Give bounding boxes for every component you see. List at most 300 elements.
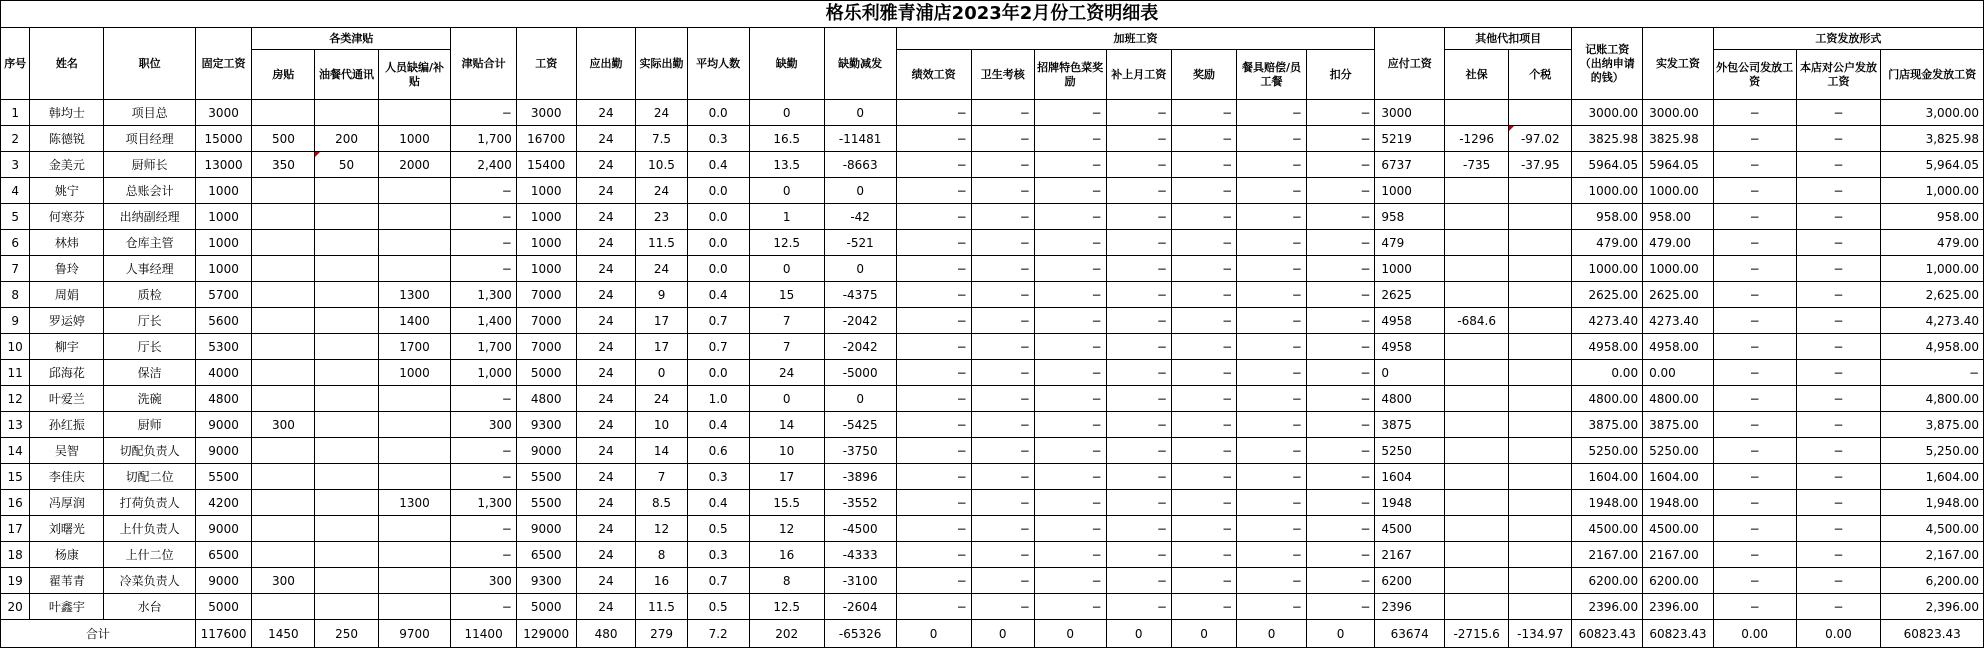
cell-due: 24 <box>576 438 636 464</box>
cell-payable: 4800 <box>1375 386 1445 412</box>
cell-bonus: − <box>1171 282 1236 308</box>
cell-fixed: 3000 <box>195 100 252 126</box>
cell-social <box>1445 516 1509 542</box>
cell-outsource: − <box>1713 100 1796 126</box>
cell-name: 韩均士 <box>30 100 104 126</box>
cell-bonus: − <box>1171 412 1236 438</box>
cell-social <box>1445 412 1509 438</box>
cell-absent-deduct: -5000 <box>824 360 896 386</box>
cell-tableware: − <box>1237 230 1307 256</box>
total-salary: 129000 <box>516 620 576 648</box>
cell-actual-pay: 4273.40 <box>1643 308 1714 334</box>
cell-allowance-total: − <box>451 386 516 412</box>
cell-name: 邱海花 <box>30 360 104 386</box>
cell-outsource: − <box>1713 360 1796 386</box>
cell-absent: 15.5 <box>749 490 824 516</box>
cell-actual-pay: 3825.98 <box>1643 126 1714 152</box>
cell-due: 24 <box>576 360 636 386</box>
cell-cash: 4,273.40 <box>1881 308 1984 334</box>
cell-deduct-points: − <box>1306 334 1375 360</box>
cell-due: 24 <box>576 464 636 490</box>
cell-bonus: − <box>1171 542 1236 568</box>
cell-avg: 0.7 <box>687 308 749 334</box>
cell-tax <box>1509 256 1572 282</box>
cell-fixed: 9000 <box>195 516 252 542</box>
table-row <box>1 490 1984 516</box>
cell-tax: -37.95 <box>1509 152 1572 178</box>
cell-cash: 2,167.00 <box>1881 542 1984 568</box>
cell-allowance-total: 300 <box>451 412 516 438</box>
total-absent: 202 <box>749 620 824 648</box>
cell-due: 24 <box>576 594 636 620</box>
cell-social <box>1445 256 1509 282</box>
cell-hygiene: − <box>971 412 1034 438</box>
cell-absent: 0 <box>749 178 824 204</box>
cell-signature-dish: − <box>1034 594 1106 620</box>
cell-position: 厨师长 <box>104 152 195 178</box>
cell-allowance-total: 1,700 <box>451 334 516 360</box>
cell-actual: 24 <box>636 100 687 126</box>
cell-corporate: − <box>1796 282 1881 308</box>
cell-meal <box>315 282 378 308</box>
cell-meal <box>315 464 378 490</box>
cell-staff <box>378 204 451 230</box>
table-row <box>1 438 1984 464</box>
total-outsource: 0.00 <box>1713 620 1796 648</box>
cell-housing: 300 <box>252 568 315 594</box>
cell-actual-pay: 5250.00 <box>1643 438 1714 464</box>
cell-cash: 3,825.98 <box>1881 126 1984 152</box>
cell-allowance-total: 1,300 <box>451 282 516 308</box>
cell-salary: 3000 <box>516 100 576 126</box>
cell-hygiene: − <box>971 516 1034 542</box>
cell-absent: 17 <box>749 464 824 490</box>
cell-signature-dish: − <box>1034 308 1106 334</box>
cell-name: 刘曙光 <box>30 516 104 542</box>
cell-prev-month: − <box>1106 360 1171 386</box>
cell-deduct-points: − <box>1306 542 1375 568</box>
cell-payable: 2625 <box>1375 282 1445 308</box>
cell-hygiene: − <box>971 152 1034 178</box>
cell-hygiene: − <box>971 178 1034 204</box>
cell-absent: 16.5 <box>749 126 824 152</box>
cell-cash: 4,800.00 <box>1881 386 1984 412</box>
cell-meal <box>315 594 378 620</box>
cell-staff <box>378 568 451 594</box>
cell-seq: 5 <box>1 204 30 230</box>
cell-bonus: − <box>1171 464 1236 490</box>
cell-perf: − <box>896 256 971 282</box>
cell-prev-month: − <box>1106 308 1171 334</box>
cell-hygiene: − <box>971 438 1034 464</box>
cell-deduct-points: − <box>1306 100 1375 126</box>
header-salary: 工资 <box>516 28 576 100</box>
cell-staff: 1000 <box>378 360 451 386</box>
cell-deduct-points: − <box>1306 256 1375 282</box>
cell-position: 项目总 <box>104 100 195 126</box>
cell-perf: − <box>896 126 971 152</box>
cell-salary: 9300 <box>516 568 576 594</box>
cell-meal <box>315 438 378 464</box>
cell-social: -735 <box>1445 152 1509 178</box>
table-row <box>1 334 1984 360</box>
cell-housing: 500 <box>252 126 315 152</box>
cell-outsource: − <box>1713 542 1796 568</box>
cell-meal <box>315 386 378 412</box>
cell-housing <box>252 594 315 620</box>
header-meal-comm: 油餐代通讯 <box>315 50 378 100</box>
cell-avg: 0.4 <box>687 282 749 308</box>
cell-actual-pay: 1604.00 <box>1643 464 1714 490</box>
cell-tableware: − <box>1237 256 1307 282</box>
cell-booked: 2625.00 <box>1572 282 1643 308</box>
cell-fixed: 5300 <box>195 334 252 360</box>
cell-outsource: − <box>1713 282 1796 308</box>
cell-prev-month: − <box>1106 256 1171 282</box>
cell-due: 24 <box>576 412 636 438</box>
cell-absent: 7 <box>749 334 824 360</box>
cell-perf: − <box>896 568 971 594</box>
cell-outsource: − <box>1713 464 1796 490</box>
cell-salary: 16700 <box>516 126 576 152</box>
cell-corporate: − <box>1796 386 1881 412</box>
cell-absent-deduct: -4375 <box>824 282 896 308</box>
cell-bonus: − <box>1171 360 1236 386</box>
cell-actual: 8 <box>636 542 687 568</box>
header-fixed-salary: 固定工资 <box>195 28 252 100</box>
cell-deduct-points: − <box>1306 386 1375 412</box>
header-due-attendance: 应出勤 <box>576 28 636 100</box>
cell-perf: − <box>896 360 971 386</box>
cell-position: 切配二位 <box>104 464 195 490</box>
cell-due: 24 <box>576 126 636 152</box>
cell-outsource: − <box>1713 178 1796 204</box>
cell-deduct-points: − <box>1306 360 1375 386</box>
cell-seq: 11 <box>1 360 30 386</box>
cell-social <box>1445 594 1509 620</box>
cell-tableware: − <box>1237 100 1307 126</box>
cell-salary: 5500 <box>516 490 576 516</box>
total-actual-pay: 60823.43 <box>1643 620 1714 648</box>
cell-actual: 16 <box>636 568 687 594</box>
table-row <box>1 126 1984 152</box>
cell-tax <box>1509 516 1572 542</box>
cell-avg: 0.0 <box>687 360 749 386</box>
cell-signature-dish: − <box>1034 490 1106 516</box>
total-perf: 0 <box>896 620 971 648</box>
cell-tax <box>1509 438 1572 464</box>
cell-perf: − <box>896 464 971 490</box>
cell-signature-dish: − <box>1034 516 1106 542</box>
total-absent-deduct: -65326 <box>824 620 896 648</box>
cell-meal <box>315 360 378 386</box>
cell-bonus: − <box>1171 256 1236 282</box>
cell-deduct-points: − <box>1306 308 1375 334</box>
cell-position: 保洁 <box>104 360 195 386</box>
cell-fixed: 5700 <box>195 282 252 308</box>
cell-corporate: − <box>1796 230 1881 256</box>
cell-signature-dish: − <box>1034 438 1106 464</box>
cell-signature-dish: − <box>1034 542 1106 568</box>
cell-payable: 0 <box>1375 360 1445 386</box>
cell-outsource: − <box>1713 256 1796 282</box>
cell-absent: 12.5 <box>749 594 824 620</box>
header-outsource: 外包公司发放工资 <box>1713 50 1796 100</box>
cell-social <box>1445 386 1509 412</box>
cell-due: 24 <box>576 490 636 516</box>
cell-payable: 5219 <box>1375 126 1445 152</box>
cell-avg: 0.0 <box>687 178 749 204</box>
cell-payable: 2167 <box>1375 542 1445 568</box>
cell-seq: 13 <box>1 412 30 438</box>
cell-absent: 14 <box>749 412 824 438</box>
cell-tableware: − <box>1237 412 1307 438</box>
cell-name: 杨康 <box>30 542 104 568</box>
cell-booked: 3875.00 <box>1572 412 1643 438</box>
cell-payable: 5250 <box>1375 438 1445 464</box>
cell-corporate: − <box>1796 178 1881 204</box>
header-avg-count: 平均人数 <box>687 28 749 100</box>
cell-due: 24 <box>576 542 636 568</box>
header-withhold-group: 其他代扣项目 <box>1445 28 1572 50</box>
cell-outsource: − <box>1713 568 1796 594</box>
cell-prev-month: − <box>1106 282 1171 308</box>
cell-seq: 6 <box>1 230 30 256</box>
cell-payable: 958 <box>1375 204 1445 230</box>
cell-seq: 3 <box>1 152 30 178</box>
cell-social <box>1445 464 1509 490</box>
cell-actual-pay: 3875.00 <box>1643 412 1714 438</box>
cell-fixed: 9000 <box>195 438 252 464</box>
total-actual: 279 <box>636 620 687 648</box>
cell-salary: 7000 <box>516 334 576 360</box>
cell-tableware: − <box>1237 334 1307 360</box>
cell-name: 叶鑫宇 <box>30 594 104 620</box>
cell-absent-deduct: -521 <box>824 230 896 256</box>
header-row-1 <box>1 28 1984 50</box>
cell-prev-month: − <box>1106 100 1171 126</box>
cell-tableware: − <box>1237 126 1307 152</box>
cell-bonus: − <box>1171 334 1236 360</box>
cell-actual-pay: 5964.05 <box>1643 152 1714 178</box>
cell-fixed: 6500 <box>195 542 252 568</box>
cell-actual: 17 <box>636 308 687 334</box>
cell-housing <box>252 282 315 308</box>
cell-prev-month: − <box>1106 516 1171 542</box>
cell-absent-deduct: 0 <box>824 386 896 412</box>
cell-fixed: 13000 <box>195 152 252 178</box>
cell-meal <box>315 256 378 282</box>
cell-name: 孙红振 <box>30 412 104 438</box>
cell-meal <box>315 412 378 438</box>
cell-seq: 14 <box>1 438 30 464</box>
cell-staff: 1300 <box>378 490 451 516</box>
cell-allowance-total: 1,700 <box>451 126 516 152</box>
cell-name: 吴智 <box>30 438 104 464</box>
cell-tax <box>1509 386 1572 412</box>
cell-booked: 4500.00 <box>1572 516 1643 542</box>
cell-due: 24 <box>576 308 636 334</box>
cell-booked: 5964.05 <box>1572 152 1643 178</box>
cell-absent-deduct: 0 <box>824 256 896 282</box>
cell-avg: 0.6 <box>687 438 749 464</box>
cell-allowance-total: − <box>451 100 516 126</box>
cell-housing <box>252 386 315 412</box>
cell-actual: 8.5 <box>636 490 687 516</box>
cell-perf: − <box>896 490 971 516</box>
cell-deduct-points: − <box>1306 178 1375 204</box>
cell-prev-month: − <box>1106 178 1171 204</box>
cell-avg: 0.5 <box>687 594 749 620</box>
cell-signature-dish: − <box>1034 126 1106 152</box>
cell-cash: 5,964.05 <box>1881 152 1984 178</box>
cell-perf: − <box>896 334 971 360</box>
cell-cash: 4,958.00 <box>1881 334 1984 360</box>
cell-avg: 0.0 <box>687 256 749 282</box>
cell-meal <box>315 516 378 542</box>
cell-fixed: 15000 <box>195 126 252 152</box>
cell-avg: 0.5 <box>687 516 749 542</box>
cell-tableware: − <box>1237 438 1307 464</box>
cell-tableware: − <box>1237 360 1307 386</box>
cell-staff <box>378 230 451 256</box>
cell-perf: − <box>896 516 971 542</box>
cell-housing <box>252 178 315 204</box>
cell-actual-pay: 1000.00 <box>1643 256 1714 282</box>
cell-tax <box>1509 594 1572 620</box>
cell-perf: − <box>896 230 971 256</box>
cell-avg: 0.3 <box>687 464 749 490</box>
cell-booked: 6200.00 <box>1572 568 1643 594</box>
cell-actual-pay: 2625.00 <box>1643 282 1714 308</box>
cell-signature-dish: − <box>1034 230 1106 256</box>
cell-actual: 23 <box>636 204 687 230</box>
cell-position: 上什二位 <box>104 542 195 568</box>
cell-hygiene: − <box>971 464 1034 490</box>
cell-allowance-total: − <box>451 516 516 542</box>
cell-salary: 9000 <box>516 516 576 542</box>
cell-staff: 2000 <box>378 152 451 178</box>
cell-absent: 16 <box>749 542 824 568</box>
cell-salary: 7000 <box>516 308 576 334</box>
cell-position: 厅长 <box>104 334 195 360</box>
total-allowance: 11400 <box>451 620 516 648</box>
cell-perf: − <box>896 178 971 204</box>
total-avg: 7.2 <box>687 620 749 648</box>
cell-actual-pay: 3000.00 <box>1643 100 1714 126</box>
cell-corporate: − <box>1796 256 1881 282</box>
cell-corporate: − <box>1796 152 1881 178</box>
table-row <box>1 464 1984 490</box>
cell-due: 24 <box>576 152 636 178</box>
header-prev-month: 补上月工资 <box>1106 50 1171 100</box>
cell-fixed: 1000 <box>195 204 252 230</box>
cell-position: 打荷负责人 <box>104 490 195 516</box>
cell-salary: 6500 <box>516 542 576 568</box>
cell-outsource: − <box>1713 334 1796 360</box>
cell-actual-pay: 1948.00 <box>1643 490 1714 516</box>
cell-name: 柳宇 <box>30 334 104 360</box>
cell-tax <box>1509 308 1572 334</box>
cell-social <box>1445 360 1509 386</box>
cell-payable: 1000 <box>1375 178 1445 204</box>
cell-corporate: − <box>1796 594 1881 620</box>
cell-seq: 20 <box>1 594 30 620</box>
cell-allowance-total: − <box>451 542 516 568</box>
cell-bonus: − <box>1171 126 1236 152</box>
cell-absent: 15 <box>749 282 824 308</box>
header-hygiene: 卫生考核 <box>971 50 1034 100</box>
cell-prev-month: − <box>1106 386 1171 412</box>
title-row <box>1 1 1984 28</box>
cell-tax <box>1509 178 1572 204</box>
cell-perf: − <box>896 386 971 412</box>
cell-booked: 1604.00 <box>1572 464 1643 490</box>
cell-prev-month: − <box>1106 412 1171 438</box>
cell-signature-dish: − <box>1034 152 1106 178</box>
cell-hygiene: − <box>971 360 1034 386</box>
cell-signature-dish: − <box>1034 204 1106 230</box>
cell-meal <box>315 100 378 126</box>
cell-cash: 958.00 <box>1881 204 1984 230</box>
cell-signature-dish: − <box>1034 464 1106 490</box>
header-tax: 个税 <box>1509 50 1572 100</box>
cell-allowance-total: − <box>451 256 516 282</box>
cell-payable: 479 <box>1375 230 1445 256</box>
cell-cash: 2,396.00 <box>1881 594 1984 620</box>
cell-tableware: − <box>1237 464 1307 490</box>
header-position: 职位 <box>104 28 195 100</box>
table-row <box>1 542 1984 568</box>
cell-payable: 1948 <box>1375 490 1445 516</box>
header-perf: 绩效工资 <box>896 50 971 100</box>
cell-due: 24 <box>576 204 636 230</box>
header-corporate: 本店对公户发放工资 <box>1796 50 1881 100</box>
cell-hygiene: − <box>971 126 1034 152</box>
cell-cash: 5,250.00 <box>1881 438 1984 464</box>
cell-seq: 1 <box>1 100 30 126</box>
cell-absent: 8 <box>749 568 824 594</box>
cell-prev-month: − <box>1106 438 1171 464</box>
table-row <box>1 230 1984 256</box>
cell-outsource: − <box>1713 412 1796 438</box>
cell-staff <box>378 412 451 438</box>
cell-absent-deduct: -5425 <box>824 412 896 438</box>
cell-salary: 15400 <box>516 152 576 178</box>
cell-tax <box>1509 230 1572 256</box>
cell-allowance-total: − <box>451 594 516 620</box>
cell-position: 切配负责人 <box>104 438 195 464</box>
table-row <box>1 204 1984 230</box>
cell-signature-dish: − <box>1034 360 1106 386</box>
cell-actual-pay: 2396.00 <box>1643 594 1714 620</box>
cell-perf: − <box>896 308 971 334</box>
table-row <box>1 282 1984 308</box>
cell-housing <box>252 230 315 256</box>
cell-perf: − <box>896 542 971 568</box>
cell-prev-month: − <box>1106 594 1171 620</box>
cell-housing <box>252 256 315 282</box>
cell-outsource: − <box>1713 490 1796 516</box>
cell-bonus: − <box>1171 594 1236 620</box>
cell-meal <box>315 334 378 360</box>
cell-housing <box>252 516 315 542</box>
cell-absent-deduct: -42 <box>824 204 896 230</box>
cell-staff <box>378 386 451 412</box>
cell-social <box>1445 230 1509 256</box>
cell-name: 林炜 <box>30 230 104 256</box>
cell-due: 24 <box>576 334 636 360</box>
